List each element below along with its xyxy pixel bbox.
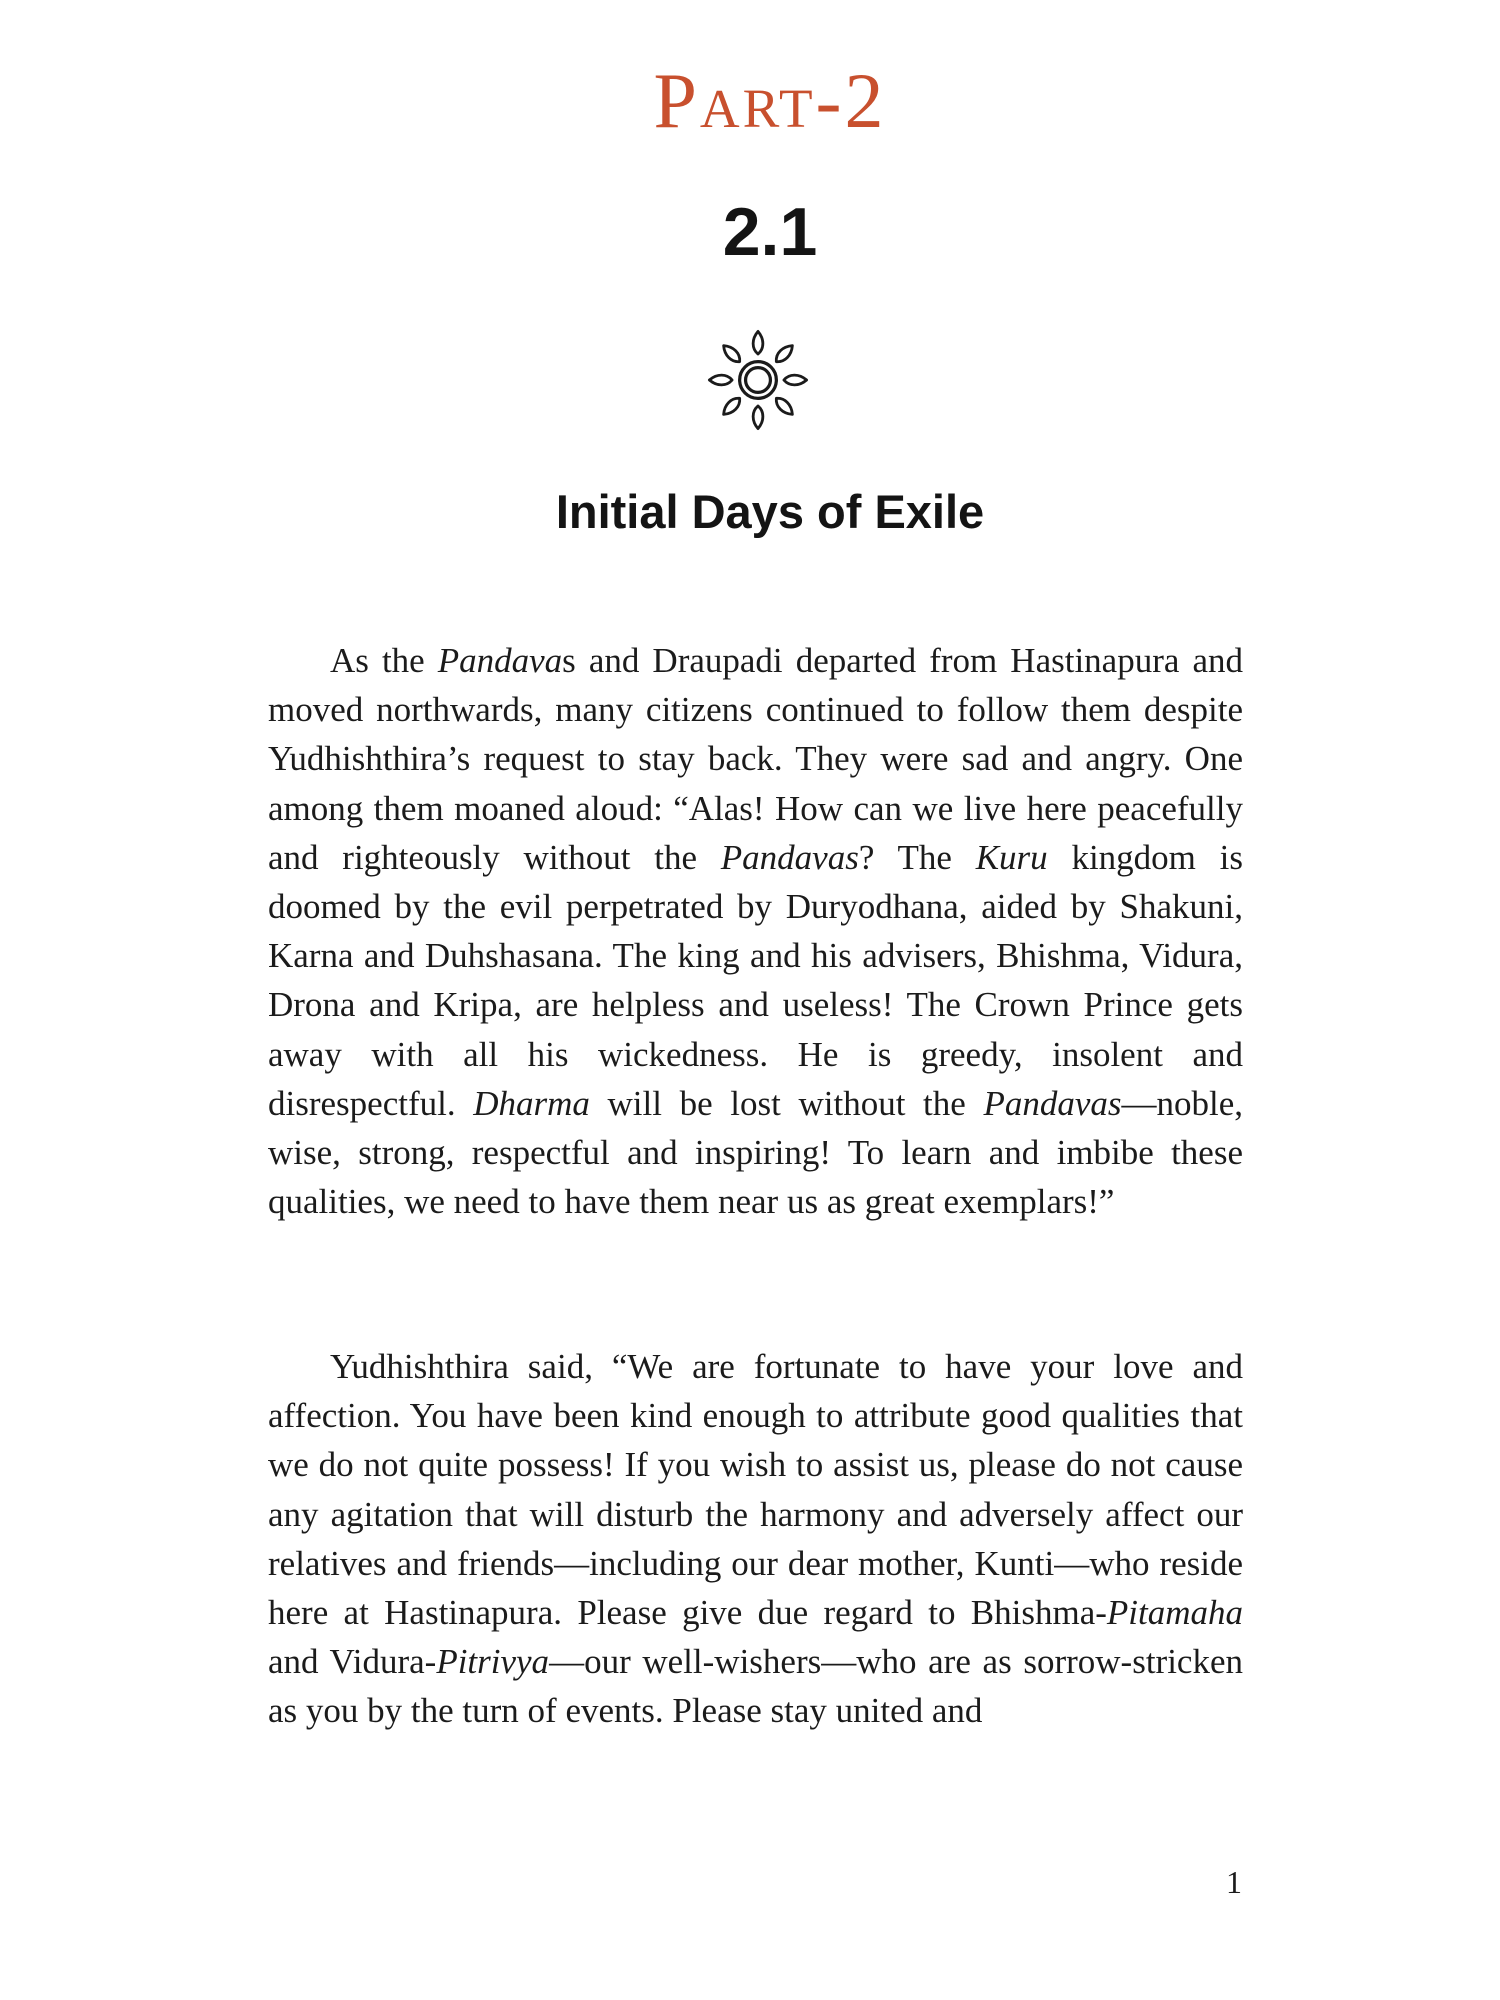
italic-term: Dharma (473, 1083, 590, 1123)
text-run: s and Draupadi departed from Hastinapura and moved northwards, many citizens continued to follow them despite Yudhishthira’s request to stay back. They were sad and angry. One among them moaned aloud: “Alas! How can we live here peacefully and righteously without the (268, 641, 1243, 877)
sun-icon (704, 326, 812, 434)
ornament-petal (720, 342, 743, 365)
chapter-number: 2.1 (722, 194, 818, 270)
ornament-petal (773, 342, 796, 365)
text-run: As the (330, 641, 438, 680)
part-title: Part-2 (653, 57, 887, 144)
italic-term: Kuru (975, 837, 1048, 877)
body-paragraph (268, 1342, 1243, 1736)
italic-term: Pandavas (983, 1083, 1122, 1123)
text-run: ? The (858, 837, 976, 877)
italic-term: Pandavas (720, 837, 859, 877)
ornament-petal (753, 331, 763, 354)
text-run: —our well-wishers—who are as sorrow-stricken as you by the turn of events. Please stay united and (268, 1642, 1243, 1731)
body-paragraph (268, 636, 1243, 1226)
text-run: —noble, wise, strong, respectful and inspiring! To learn and imbibe these qualities, we need to have them near us as great exemplars!” (268, 1083, 1244, 1222)
ornament-petal (784, 375, 807, 385)
ornament-petal (720, 395, 743, 418)
page-number: 1 (1226, 1864, 1242, 1900)
ornament-petal (773, 395, 796, 418)
text-run: Yudhishthira said, “We are fortunate to have your love and affection. You have been kind enough to attribute good qualities that we do not quite possess! If you wish to assist us, please do not cause any agitation that will disturb the harmony and adversely affect our relatives and friends—including our dear mother, Kunti—who reside here at Hastinapura. Please give due regard to Bhishma- (268, 1347, 1243, 1633)
italic-term: Pandava (437, 641, 563, 680)
italic-term: Pitamaha (1106, 1593, 1243, 1633)
text-run: will be lost without the (589, 1083, 984, 1123)
text-run: kingdom is doomed by the evil perpetrated by Duryodhana, aided by Shakuni, Karna and Duhshasana. The king and his advisers, Bhishma, Vidura, Drona and Kripa, are helpless and useless! The Crown Prince gets away with all his wickedness. He is greedy, insolent and disrespectful. (268, 837, 1243, 1123)
chapter-title: Initial Days of Exile (555, 485, 985, 538)
ornament-petal (753, 406, 763, 429)
ornament-petal (709, 375, 732, 385)
text-run: and Vidura- (268, 1642, 437, 1682)
italic-term: Pitrivya (436, 1642, 550, 1682)
